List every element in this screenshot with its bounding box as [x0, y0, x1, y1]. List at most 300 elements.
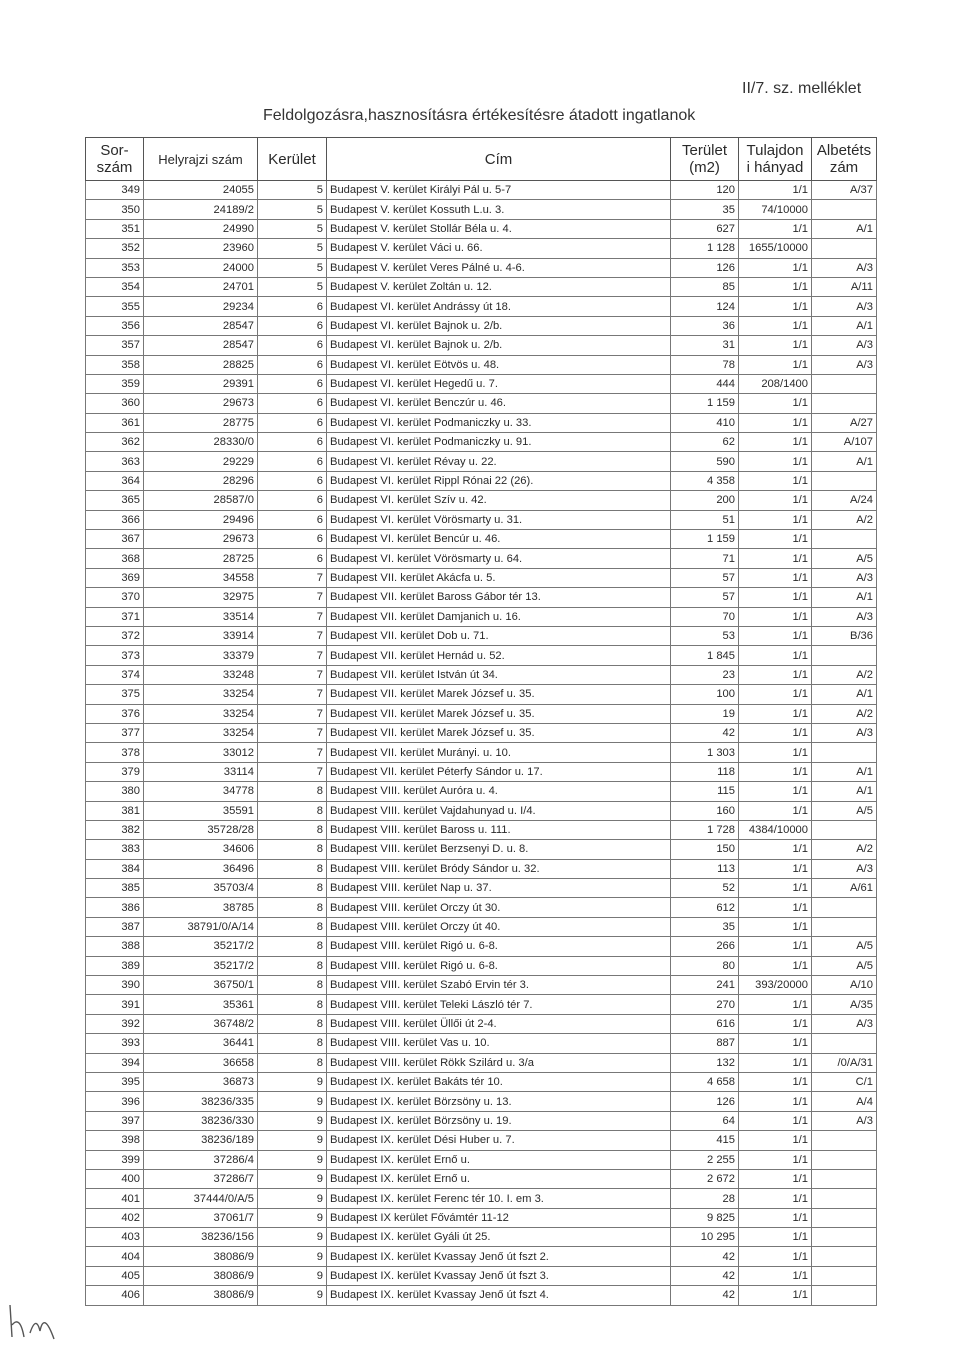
cell-owner: 1/1 [739, 394, 812, 413]
cell-owner: 1/1 [739, 510, 812, 529]
cell-alb: /0/A/31 [812, 1053, 877, 1072]
table-row [86, 1169, 877, 1188]
cell-cim: Budapest VI. kerület Bencúr u. 46. [327, 530, 671, 549]
cell-sor: 362 [86, 433, 144, 452]
cell-area: 42 [671, 1247, 739, 1266]
cell-hrsz: 35728/28 [144, 820, 258, 839]
cell-area: 19 [671, 704, 739, 723]
cell-hrsz: 33379 [144, 646, 258, 665]
table-row [86, 879, 877, 898]
cell-area: 1 128 [671, 239, 739, 258]
table-row [86, 1247, 877, 1266]
cell-cim: Budapest VII. kerület Hernád u. 52. [327, 646, 671, 665]
cell-area: 160 [671, 801, 739, 820]
cell-alb [812, 1208, 877, 1227]
cell-alb: A/3 [812, 859, 877, 878]
cell-area: 113 [671, 859, 739, 878]
cell-sor: 353 [86, 258, 144, 277]
cell-ker: 8 [258, 917, 327, 936]
cell-ker: 6 [258, 510, 327, 529]
cell-cim: Budapest IX. kerület Bakáts tér 10. [327, 1072, 671, 1091]
cell-sor: 382 [86, 820, 144, 839]
table-row [86, 413, 877, 432]
cell-ker: 9 [258, 1266, 327, 1285]
cell-hrsz: 38086/9 [144, 1247, 258, 1266]
cell-sor: 393 [86, 1034, 144, 1053]
cell-hrsz: 28725 [144, 549, 258, 568]
cell-sor: 349 [86, 181, 144, 200]
cell-hrsz: 35361 [144, 995, 258, 1014]
cell-owner: 1/1 [739, 1014, 812, 1033]
cell-hrsz: 24990 [144, 219, 258, 238]
cell-ker: 6 [258, 336, 327, 355]
cell-alb: A/10 [812, 976, 877, 995]
cell-ker: 7 [258, 723, 327, 742]
cell-ker: 5 [258, 181, 327, 200]
cell-hrsz: 36748/2 [144, 1014, 258, 1033]
cell-alb: A/1 [812, 452, 877, 471]
cell-cim: Budapest VIII. kerület Auróra u. 4. [327, 782, 671, 801]
cell-hrsz: 33514 [144, 607, 258, 626]
cell-alb [812, 820, 877, 839]
cell-hrsz: 38086/9 [144, 1286, 258, 1305]
cell-alb: A/24 [812, 491, 877, 510]
cell-alb [812, 471, 877, 490]
table-row [86, 1053, 877, 1072]
table-row [86, 1131, 877, 1150]
cell-owner: 1/1 [739, 568, 812, 587]
cell-hrsz: 34606 [144, 840, 258, 859]
cell-area: 410 [671, 413, 739, 432]
cell-owner: 1/1 [739, 433, 812, 452]
cell-alb: A/1 [812, 588, 877, 607]
handwritten-mark [0, 1275, 70, 1345]
cell-alb [812, 200, 877, 219]
cell-cim: Budapest IX. kerület Ferenc tér 10. I. em 3. [327, 1189, 671, 1208]
cell-alb [812, 898, 877, 917]
cell-cim: Budapest VIII. kerület Berzsenyi D. u. 8. [327, 840, 671, 859]
cell-owner: 1/1 [739, 626, 812, 645]
cell-area: 2 255 [671, 1150, 739, 1169]
cell-cim: Budapest IX. kerület Ernő u. [327, 1150, 671, 1169]
cell-sor: 395 [86, 1072, 144, 1091]
header-ker: Kerület [258, 138, 327, 181]
table-row [86, 820, 877, 839]
cell-cim: Budapest VI. kerület Vörösmarty u. 64. [327, 549, 671, 568]
cell-sor: 372 [86, 626, 144, 645]
cell-cim: Budapest VI. kerület Bajnok u. 2/b. [327, 316, 671, 335]
cell-hrsz: 33012 [144, 743, 258, 762]
cell-owner: 4384/10000 [739, 820, 812, 839]
cell-sor: 401 [86, 1189, 144, 1208]
cell-hrsz: 36873 [144, 1072, 258, 1091]
cell-owner: 1/1 [739, 1247, 812, 1266]
cell-area: 612 [671, 898, 739, 917]
cell-owner: 1/1 [739, 879, 812, 898]
cell-cim: Budapest VIII. kerület Vas u. 10. [327, 1034, 671, 1053]
cell-ker: 7 [258, 762, 327, 781]
cell-hrsz: 29673 [144, 530, 258, 549]
table-row [86, 685, 877, 704]
cell-sor: 371 [86, 607, 144, 626]
cell-owner: 1/1 [739, 743, 812, 762]
cell-alb: A/61 [812, 879, 877, 898]
header-row [86, 138, 877, 181]
header-sor: Sor- szám [86, 138, 144, 181]
cell-cim: Budapest IX. kerület Börzsöny u. 19. [327, 1111, 671, 1130]
cell-cim: Budapest VII. kerület Akácfa u. 5. [327, 568, 671, 587]
cell-ker: 9 [258, 1111, 327, 1130]
table-row [86, 665, 877, 684]
table-row [86, 956, 877, 975]
cell-hrsz: 29673 [144, 394, 258, 413]
table-row [86, 1014, 877, 1033]
cell-cim: Budapest VI. kerület Benczúr u. 46. [327, 394, 671, 413]
cell-hrsz: 28296 [144, 471, 258, 490]
cell-alb: A/3 [812, 1014, 877, 1033]
cell-hrsz: 29229 [144, 452, 258, 471]
cell-hrsz: 36496 [144, 859, 258, 878]
cell-sor: 364 [86, 471, 144, 490]
cell-hrsz: 37286/7 [144, 1169, 258, 1188]
cell-owner: 1/1 [739, 181, 812, 200]
cell-alb: A/1 [812, 762, 877, 781]
cell-cim: Budapest VI. kerület Rippl Rónai 22 (26). [327, 471, 671, 490]
cell-alb: A/1 [812, 685, 877, 704]
cell-owner: 1/1 [739, 1150, 812, 1169]
cell-area: 616 [671, 1014, 739, 1033]
header-alb: Albetéts zám [812, 138, 877, 181]
cell-area: 150 [671, 840, 739, 859]
cell-alb: A/35 [812, 995, 877, 1014]
cell-hrsz: 29391 [144, 374, 258, 393]
cell-hrsz: 34778 [144, 782, 258, 801]
cell-cim: Budapest IX. kerület Gyáli út 25. [327, 1228, 671, 1247]
cell-area: 590 [671, 452, 739, 471]
cell-cim: Budapest VI. kerület Hegedű u. 7. [327, 374, 671, 393]
cell-sor: 361 [86, 413, 144, 432]
cell-cim: Budapest VI. kerület Révay u. 22. [327, 452, 671, 471]
table-row [86, 762, 877, 781]
cell-hrsz: 24701 [144, 277, 258, 296]
cell-sor: 370 [86, 588, 144, 607]
cell-area: 80 [671, 956, 739, 975]
table-row [86, 1092, 877, 1111]
cell-area: 70 [671, 607, 739, 626]
cell-sor: 359 [86, 374, 144, 393]
table-row [86, 743, 877, 762]
cell-ker: 6 [258, 355, 327, 374]
cell-area: 78 [671, 355, 739, 374]
cell-area: 42 [671, 1286, 739, 1305]
cell-hrsz: 38236/189 [144, 1131, 258, 1150]
table-row [86, 181, 877, 200]
cell-ker: 7 [258, 607, 327, 626]
cell-hrsz: 38236/156 [144, 1228, 258, 1247]
cell-sor: 386 [86, 898, 144, 917]
cell-area: 627 [671, 219, 739, 238]
cell-ker: 6 [258, 433, 327, 452]
cell-ker: 8 [258, 976, 327, 995]
cell-owner: 74/10000 [739, 200, 812, 219]
cell-cim: Budapest IX. kerület Börzsöny u. 13. [327, 1092, 671, 1111]
cell-sor: 374 [86, 665, 144, 684]
cell-alb [812, 1247, 877, 1266]
cell-sor: 378 [86, 743, 144, 762]
cell-owner: 1/1 [739, 1111, 812, 1130]
cell-owner: 1/1 [739, 258, 812, 277]
cell-area: 57 [671, 568, 739, 587]
cell-area: 31 [671, 336, 739, 355]
cell-sor: 350 [86, 200, 144, 219]
table-row [86, 1072, 877, 1091]
cell-alb [812, 374, 877, 393]
table-row [86, 704, 877, 723]
cell-ker: 9 [258, 1072, 327, 1091]
table-row [86, 1111, 877, 1130]
cell-alb [812, 1266, 877, 1285]
cell-cim: Budapest VIII. kerület Orczy út 30. [327, 898, 671, 917]
cell-ker: 7 [258, 685, 327, 704]
cell-hrsz: 28587/0 [144, 491, 258, 510]
table-row [86, 336, 877, 355]
table-row [86, 976, 877, 995]
table-row [86, 588, 877, 607]
cell-ker: 6 [258, 549, 327, 568]
cell-alb [812, 530, 877, 549]
cell-ker: 7 [258, 743, 327, 762]
cell-ker: 8 [258, 859, 327, 878]
cell-area: 64 [671, 1111, 739, 1130]
cell-owner: 1/1 [739, 549, 812, 568]
cell-sor: 394 [86, 1053, 144, 1072]
table-row [86, 937, 877, 956]
cell-ker: 8 [258, 1034, 327, 1053]
cell-alb: A/11 [812, 277, 877, 296]
cell-owner: 1/1 [739, 801, 812, 820]
cell-cim: Budapest VIII. kerület Teleki László tér 7. [327, 995, 671, 1014]
cell-area: 42 [671, 1266, 739, 1285]
cell-area: 9 825 [671, 1208, 739, 1227]
cell-alb: A/107 [812, 433, 877, 452]
cell-cim: Budapest VIII. kerület Rigó u. 6-8. [327, 956, 671, 975]
table-row [86, 723, 877, 742]
cell-sor: 354 [86, 277, 144, 296]
cell-alb: A/3 [812, 723, 877, 742]
cell-owner: 1/1 [739, 917, 812, 936]
cell-sor: 392 [86, 1014, 144, 1033]
table-row [86, 1034, 877, 1053]
cell-cim: Budapest IX. kerület Kvassay Jenő út fszt 3. [327, 1266, 671, 1285]
cell-hrsz: 24055 [144, 181, 258, 200]
cell-hrsz: 33254 [144, 704, 258, 723]
table-row [86, 859, 877, 878]
cell-alb: A/5 [812, 937, 877, 956]
cell-alb: A/3 [812, 355, 877, 374]
table-row [86, 510, 877, 529]
cell-alb [812, 1131, 877, 1150]
header-hrsz: Helyrajzi szám [144, 138, 258, 181]
cell-cim: Budapest IX kerület Fővámtér 11-12 [327, 1208, 671, 1227]
cell-ker: 6 [258, 297, 327, 316]
cell-area: 23 [671, 665, 739, 684]
cell-sor: 387 [86, 917, 144, 936]
cell-owner: 1/1 [739, 219, 812, 238]
cell-sor: 398 [86, 1131, 144, 1150]
cell-owner: 1/1 [739, 355, 812, 374]
cell-area: 118 [671, 762, 739, 781]
cell-hrsz: 29496 [144, 510, 258, 529]
table-row [86, 530, 877, 549]
table-row [86, 433, 877, 452]
cell-owner: 1/1 [739, 1266, 812, 1285]
cell-owner: 393/20000 [739, 976, 812, 995]
cell-hrsz: 38086/9 [144, 1266, 258, 1285]
cell-owner: 1/1 [739, 995, 812, 1014]
cell-ker: 8 [258, 801, 327, 820]
cell-cim: Budapest V. kerület Veres Pálné u. 4-6. [327, 258, 671, 277]
cell-alb: A/3 [812, 336, 877, 355]
cell-owner: 1/1 [739, 723, 812, 742]
cell-cim: Budapest VIII. kerület Baross u. 111. [327, 820, 671, 839]
cell-cim: Budapest VI. kerület Bajnok u. 2/b. [327, 336, 671, 355]
cell-area: 126 [671, 1092, 739, 1111]
table-row [86, 1286, 877, 1305]
cell-area: 35 [671, 200, 739, 219]
cell-area: 1 159 [671, 394, 739, 413]
table-row [86, 1150, 877, 1169]
cell-hrsz: 33248 [144, 665, 258, 684]
cell-hrsz: 24000 [144, 258, 258, 277]
cell-sor: 351 [86, 219, 144, 238]
cell-owner: 1/1 [739, 277, 812, 296]
cell-alb [812, 917, 877, 936]
cell-cim: Budapest VI. kerület Szív u. 42. [327, 491, 671, 510]
cell-hrsz: 35217/2 [144, 937, 258, 956]
cell-sor: 373 [86, 646, 144, 665]
table-row [86, 491, 877, 510]
cell-ker: 9 [258, 1247, 327, 1266]
header-owner: Tulajdon i hányad [739, 138, 812, 181]
cell-alb: A/2 [812, 840, 877, 859]
cell-ker: 5 [258, 200, 327, 219]
table-row [86, 374, 877, 393]
cell-sor: 389 [86, 956, 144, 975]
cell-cim: Budapest V. kerület Zoltán u. 12. [327, 277, 671, 296]
cell-area: 266 [671, 937, 739, 956]
cell-cim: Budapest VIII. kerület Vajdahunyad u. I/4. [327, 801, 671, 820]
cell-area: 52 [671, 879, 739, 898]
cell-cim: Budapest VII. kerület Damjanich u. 16. [327, 607, 671, 626]
cell-alb: A/5 [812, 956, 877, 975]
cell-hrsz: 37444/0/A/5 [144, 1189, 258, 1208]
cell-owner: 1/1 [739, 898, 812, 917]
cell-hrsz: 36658 [144, 1053, 258, 1072]
cell-area: 36 [671, 316, 739, 335]
cell-owner: 1/1 [739, 297, 812, 316]
cell-alb: A/2 [812, 704, 877, 723]
cell-owner: 1/1 [739, 471, 812, 490]
cell-sor: 368 [86, 549, 144, 568]
cell-cim: Budapest VIII. kerület Rigó u. 6-8. [327, 937, 671, 956]
cell-hrsz: 28775 [144, 413, 258, 432]
cell-cim: Budapest IX. kerület Kvassay Jenő út fszt 2. [327, 1247, 671, 1266]
cell-area: 115 [671, 782, 739, 801]
table-row [86, 258, 877, 277]
cell-alb [812, 1286, 877, 1305]
cell-sor: 356 [86, 316, 144, 335]
cell-owner: 1/1 [739, 1131, 812, 1150]
cell-sor: 403 [86, 1228, 144, 1247]
cell-ker: 7 [258, 626, 327, 645]
table-row [86, 394, 877, 413]
cell-cim: Budapest VII. kerület Marek József u. 35. [327, 704, 671, 723]
cell-cim: Budapest VIII. kerület Nap u. 37. [327, 879, 671, 898]
cell-ker: 8 [258, 956, 327, 975]
cell-alb: A/3 [812, 1111, 877, 1130]
cell-sor: 365 [86, 491, 144, 510]
cell-sor: 384 [86, 859, 144, 878]
cell-owner: 1/1 [739, 704, 812, 723]
property-table [85, 137, 877, 1306]
cell-ker: 7 [258, 588, 327, 607]
cell-ker: 6 [258, 530, 327, 549]
table-row [86, 200, 877, 219]
table-row [86, 277, 877, 296]
cell-alb: A/1 [812, 219, 877, 238]
cell-sor: 402 [86, 1208, 144, 1227]
cell-sor: 377 [86, 723, 144, 742]
cell-owner: 208/1400 [739, 374, 812, 393]
cell-owner: 1/1 [739, 1072, 812, 1091]
cell-ker: 8 [258, 1014, 327, 1033]
cell-sor: 367 [86, 530, 144, 549]
cell-ker: 6 [258, 374, 327, 393]
cell-alb: B/36 [812, 626, 877, 645]
cell-ker: 7 [258, 646, 327, 665]
cell-ker: 8 [258, 840, 327, 859]
cell-ker: 6 [258, 452, 327, 471]
table-row [86, 995, 877, 1014]
cell-hrsz: 37286/4 [144, 1150, 258, 1169]
cell-owner: 1/1 [739, 665, 812, 684]
cell-sor: 390 [86, 976, 144, 995]
cell-owner: 1/1 [739, 1092, 812, 1111]
cell-sor: 358 [86, 355, 144, 374]
cell-alb: A/5 [812, 801, 877, 820]
cell-ker: 9 [258, 1150, 327, 1169]
cell-hrsz: 38236/330 [144, 1111, 258, 1130]
cell-alb [812, 1150, 877, 1169]
cell-area: 200 [671, 491, 739, 510]
cell-owner: 1/1 [739, 316, 812, 335]
annex-label: II/7. sz. melléklet [742, 80, 862, 97]
cell-owner: 1/1 [739, 1169, 812, 1188]
table-row [86, 607, 877, 626]
cell-cim: Budapest VII. kerület István út 34. [327, 665, 671, 684]
cell-area: 71 [671, 549, 739, 568]
cell-hrsz: 33254 [144, 685, 258, 704]
cell-alb [812, 1034, 877, 1053]
cell-alb [812, 743, 877, 762]
cell-alb [812, 646, 877, 665]
cell-cim: Budapest VIII. kerület Rökk Szilárd u. 3/a [327, 1053, 671, 1072]
cell-ker: 6 [258, 413, 327, 432]
cell-alb: A/3 [812, 258, 877, 277]
cell-area: 35 [671, 917, 739, 936]
cell-owner: 1/1 [739, 956, 812, 975]
cell-area: 53 [671, 626, 739, 645]
